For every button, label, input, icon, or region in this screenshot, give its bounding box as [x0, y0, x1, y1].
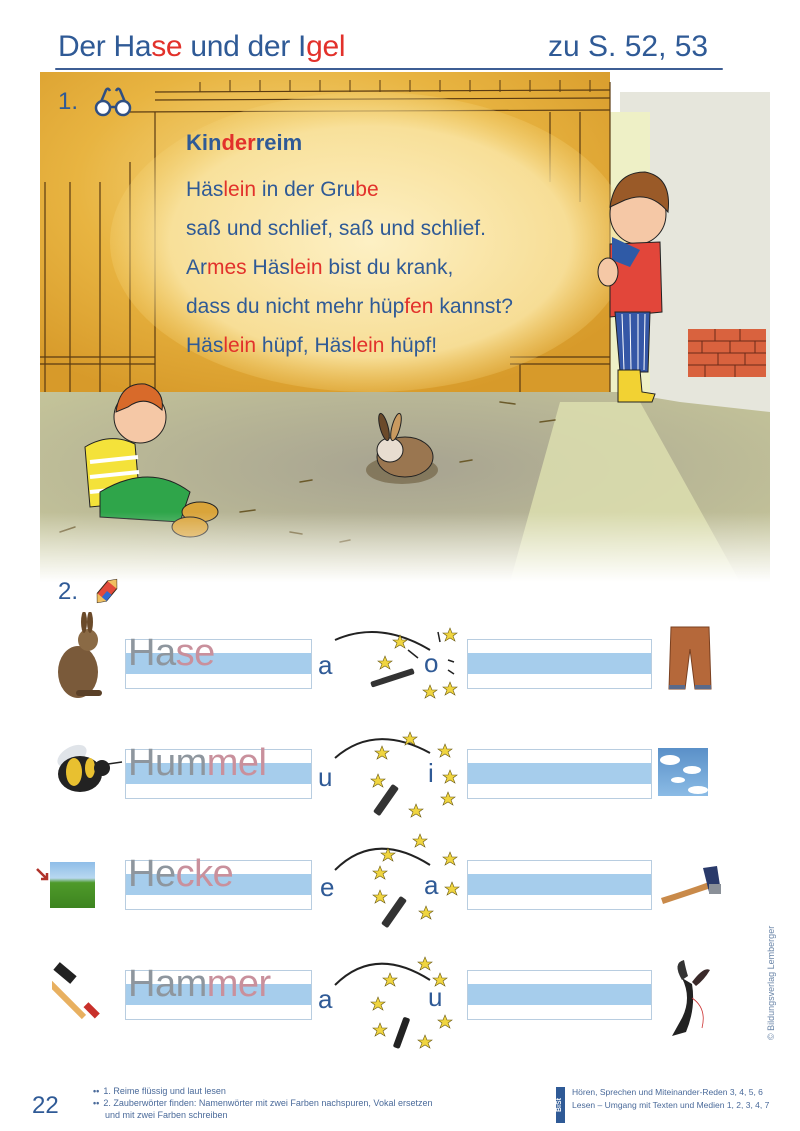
bist-line: Lesen – Umgang mit Texten und Medien 1, 2, 3, 4, 7 — [572, 1100, 770, 1110]
answer-box-2[interactable] — [467, 749, 652, 799]
trace-word-gray: He — [128, 853, 176, 895]
hammer-image — [52, 962, 112, 1029]
magic-wand-icon — [330, 830, 465, 935]
trace-word — [128, 742, 266, 785]
rhyme-fragment: Ar — [186, 256, 207, 279]
trace-word-box-3[interactable] — [125, 853, 312, 910]
rhyme-line-5 — [186, 336, 513, 356]
note-text: 2. Zauberwörter finden: Namenwörter mit zwei Farben nachspuren, Vokal ersetzen — [103, 1098, 433, 1108]
hare-image — [52, 612, 108, 709]
note-3 — [93, 1109, 432, 1121]
bist-line: Hören, Sprechen und Miteinander-Reden 3, 4, 5, 6 — [572, 1087, 763, 1097]
note-bullet: •• — [93, 1086, 100, 1096]
trace-word-gray: Ha — [128, 632, 176, 674]
to-vowel: a — [424, 870, 439, 900]
sky-image — [658, 748, 708, 796]
bist-standards — [572, 1086, 769, 1112]
rhyme-fragment: Häs — [186, 178, 224, 201]
two-color-pencil-icon — [90, 574, 124, 613]
trace-word-gray: Hum — [128, 742, 207, 784]
rhyme-fragment: lein — [289, 256, 323, 279]
answer-box-3[interactable] — [467, 860, 652, 910]
trousers-image — [665, 623, 715, 698]
note-2 — [93, 1097, 432, 1109]
rhyme-fragment: bist du krank, — [322, 256, 454, 279]
rhyme-fragment: lein — [223, 334, 257, 357]
copyright-notice: © Bildungsverlag Lemberger — [766, 925, 776, 1040]
answer-box-4[interactable] — [467, 970, 652, 1020]
rhyme-fragment: Häs — [186, 334, 224, 357]
rhyme-line-4 — [186, 297, 513, 317]
note-text: und mit zwei Farben schreiben — [105, 1110, 228, 1120]
midline-band — [468, 763, 651, 784]
to-vowel: i — [428, 758, 434, 788]
rhyme-fragment: lein — [351, 334, 385, 357]
page-reference: zu S. 52, 53 — [548, 30, 709, 63]
task-1-number: 1. — [58, 88, 79, 115]
note-bullet: •• — [93, 1098, 100, 1108]
magic-wand-icon — [330, 620, 465, 705]
rhyme-fragment: Häs — [246, 256, 290, 279]
midline-band — [468, 653, 651, 674]
trace-word — [128, 632, 215, 675]
axe-image — [657, 862, 727, 912]
rhyme-fragment: in der Gru — [256, 178, 356, 201]
hedge-image — [50, 862, 95, 908]
page-title — [58, 30, 345, 64]
rhyme-line-2 — [186, 219, 513, 239]
rhyme-fragment: be — [355, 178, 379, 201]
rhyme-title-part: der — [221, 130, 256, 155]
from-vowel: u — [318, 762, 333, 792]
bist-badge: BiSt — [556, 1087, 565, 1123]
magic-wand-icon — [330, 945, 465, 1055]
lobster-image — [652, 958, 714, 1043]
from-vowel: e — [320, 872, 335, 902]
trace-word-red: mer — [206, 963, 271, 1005]
title-part: se — [151, 30, 183, 63]
rhyme-fragment: mes — [207, 256, 247, 279]
rhyme-fragment: fen — [404, 295, 434, 318]
arrow-pointer-icon — [36, 868, 50, 887]
title-part: und der I — [182, 30, 307, 63]
trace-word — [128, 853, 233, 896]
rhyme-fragment: dass du nicht mehr hüp — [186, 295, 405, 318]
rhyme-title — [186, 130, 513, 156]
rhyme-fragment: lein — [223, 178, 257, 201]
page-number: 22 — [32, 1092, 59, 1119]
from-vowel: a — [318, 650, 333, 680]
trace-word-box-1[interactable] — [125, 632, 312, 689]
rhyme-fragment: hüpf! — [384, 334, 438, 357]
rhyme-title-part: Kin — [186, 130, 222, 155]
glasses-icon — [92, 84, 134, 125]
rhyme-text — [186, 130, 513, 356]
note-text: 1. Reime flüssig und laut lesen — [103, 1086, 226, 1096]
title-part: Der Ha — [58, 30, 152, 63]
magic-wand-icon — [330, 728, 465, 823]
trace-word-box-2[interactable] — [125, 742, 312, 799]
bumblebee-image — [50, 738, 125, 805]
trace-word-box-4[interactable] — [125, 963, 312, 1020]
rhyme-fragment: saß und schlief, saß und schlief. — [186, 217, 486, 240]
title-underline — [55, 68, 723, 70]
teacher-notes — [93, 1085, 432, 1121]
to-vowel: u — [428, 982, 443, 1012]
answer-box-1[interactable] — [467, 639, 652, 689]
midline-band — [468, 984, 651, 1005]
rhyme-fragment: hüpf, Häs — [256, 334, 352, 357]
rhyme-line-1 — [186, 180, 513, 200]
trace-word-red: se — [175, 632, 215, 674]
trace-word-gray: Ham — [128, 963, 207, 1005]
trace-word — [128, 963, 271, 1006]
midline-band — [468, 874, 651, 895]
rhyme-line-3 — [186, 258, 513, 278]
trace-word-red: mel — [206, 742, 267, 784]
task-2-number: 2. — [58, 578, 79, 605]
title-part: gel — [306, 30, 346, 63]
rhyme-title-part: reim — [255, 130, 303, 155]
rhyme-fragment: kannst? — [433, 295, 513, 318]
to-vowel: o — [424, 648, 439, 678]
from-vowel: a — [318, 984, 333, 1014]
note-1 — [93, 1085, 432, 1097]
trace-word-red: cke — [175, 853, 234, 895]
